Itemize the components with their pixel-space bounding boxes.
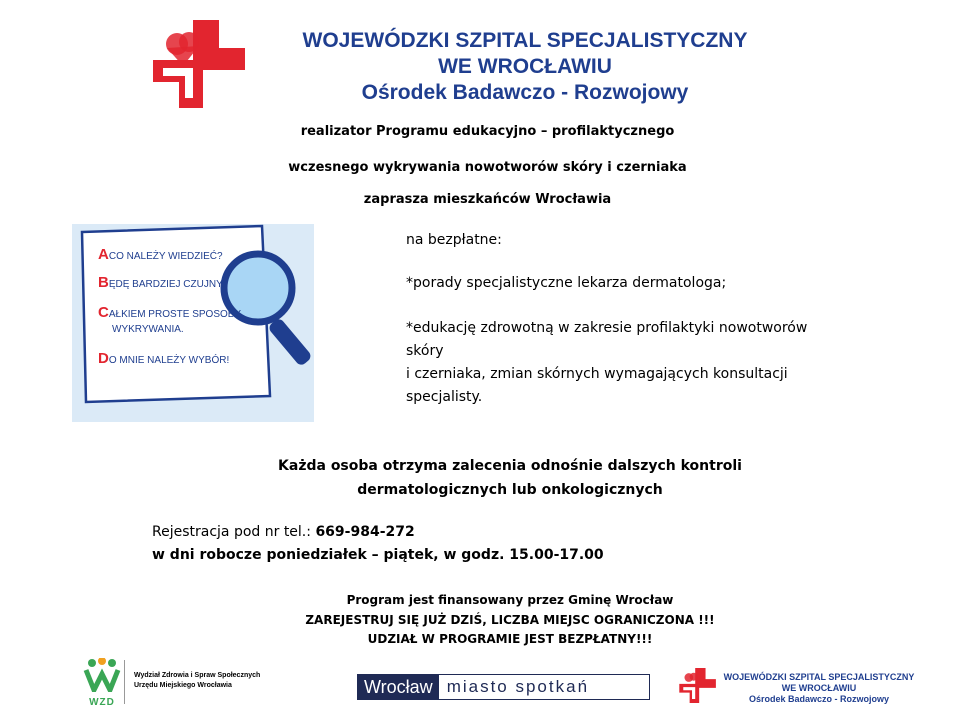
letter-a: A — [98, 246, 109, 263]
letter-d: D — [98, 350, 109, 367]
intro-line1: realizator Programu edukacyjno – profilaktycznego — [300, 124, 675, 139]
recommendation-line1: Każda osoba otrzyma zalecenia odnośnie dalszych kontroli — [278, 458, 742, 474]
register-now-note: ZAREJESTRUJ SIĘ JUŻ DZIŚ, LICZBA MIEJSC OGRANICZONA !!! — [305, 613, 715, 627]
header-line1: WOJEWÓDZKI SZPITAL SPECJALISTYCZNY — [302, 29, 748, 52]
abcd-illustration — [72, 224, 314, 422]
registration-label: Rejestracja pod nr tel.: — [152, 524, 316, 540]
services-item2-l2: skóry — [406, 343, 444, 359]
wroclaw-logo — [357, 674, 650, 700]
hospital-small-line2: WE WROCŁAWIU — [781, 683, 857, 693]
services-item2-l1: *edukację zdrowotną w zakresie profilaktyki nowotworów — [406, 320, 808, 336]
registration-phone[interactable]: 669-984-272 — [315, 524, 415, 540]
wzd-abbr: WZD — [89, 697, 115, 708]
intro-line2: wczesnego wykrywania nowotworów skóry i czerniaka — [288, 160, 687, 175]
services-title: na bezpłatne: — [406, 232, 502, 248]
wzd-line1: Wydział Zdrowia i Spraw Społecznych — [134, 672, 261, 679]
header-line3: Ośrodek Badawczo - Rozwojowy — [361, 81, 689, 104]
free-participation-note: UDZIAŁ W PROGRAMIE JEST BEZPŁATNY!!! — [367, 632, 653, 646]
hospital-logo-small — [676, 668, 716, 703]
abc-c-text1: AŁKIEM PROSTE SPOSOBY — [108, 309, 242, 320]
recommendation-line2: dermatologicznych lub onkologicznych — [357, 482, 663, 498]
wroclaw-slogan: miasto spotkań — [446, 677, 590, 696]
header-line2: WE WROCŁAWIU — [438, 55, 612, 78]
wroclaw-name: Wrocław — [358, 675, 439, 699]
abc-c-text2: WYKRYWANIA. — [112, 324, 184, 335]
intro-line3: zaprasza mieszkańców Wrocławia — [363, 192, 612, 207]
hospital-small-line1: WOJEWÓDZKI SZPITAL SPECJALISTYCZNY — [723, 672, 915, 682]
hospital-logo — [145, 20, 245, 108]
services-item2-l3: i czerniaka, zmian skórnych wymagających konsultacji — [406, 366, 788, 382]
wzd-logo — [82, 658, 122, 706]
wzd-divider — [124, 660, 125, 704]
hospital-small-line3: Ośrodek Badawczo - Rozwojowy — [748, 694, 890, 704]
funding-note: Program jest finansowany przez Gminę Wrocław — [346, 593, 674, 607]
letter-c: C — [98, 304, 109, 321]
wzd-line2: Urzędu Miejskiego Wrocławia — [134, 682, 232, 689]
letter-b: B — [98, 274, 109, 291]
registration-hours: w dni robocze poniedziałek – piątek, w godz. 15.00-17.00 — [152, 547, 604, 563]
abc-a-text: CO NALEŻY WIEDZIEĆ? — [108, 251, 223, 262]
hospital-cross-heart-icon — [145, 20, 245, 108]
registration-line — [152, 524, 415, 540]
hospital-cross-heart-small-icon — [676, 668, 716, 703]
abc-b-text: ĘDĘ BARDZIEJ CZUJNY. — [108, 279, 225, 290]
services-item1: *porady specjalistyczne lekarza dermatologa; — [406, 275, 727, 291]
services-item2-l4: specjalisty. — [406, 389, 483, 405]
wzd-people-icon — [82, 658, 122, 692]
abc-d-text: O MNIE NALEŻY WYBÓR! — [108, 355, 230, 366]
